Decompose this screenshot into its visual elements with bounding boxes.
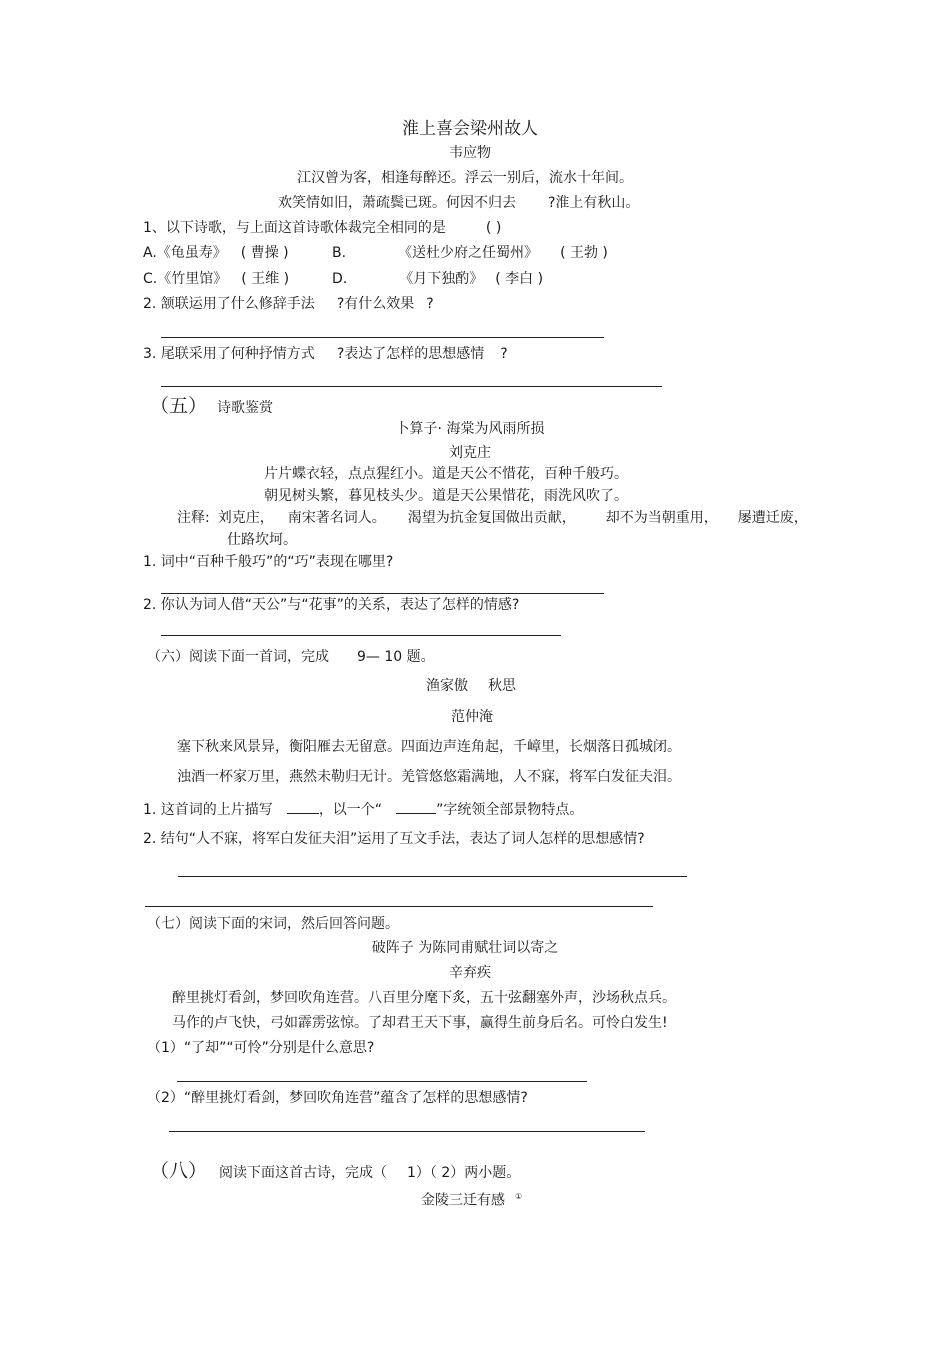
option-author: ( 曹操 )	[240, 245, 289, 261]
question-text: 1、以下诗歌，与上面这首诗歌体裁完全相同的是	[143, 220, 446, 236]
answer-line[interactable]	[145, 906, 653, 907]
intro-text: 阅读下面这首古诗，完成（	[219, 1165, 388, 1181]
answer-paren: ( )	[485, 220, 502, 236]
intro-text: 9— 10 题。	[357, 649, 435, 665]
poem-title-part: 渔家傲	[426, 678, 468, 694]
poem-line: 浊酒一杯家万里，燕然未勒归无计。羌管悠悠霜满地，人不寐，将军白发征夫泪。	[177, 769, 681, 785]
intro-text: 1）（ 2）两小题。	[407, 1165, 521, 1181]
question-text: ?表达了怎样的思想感情	[336, 346, 485, 362]
question-1	[143, 221, 501, 235]
poem-line: 塞下秋来风景异，衡阳雁去无留意。四面边声连角起，千嶂里，长烟落日孤城闭。	[177, 739, 681, 755]
answer-line[interactable]	[161, 386, 662, 387]
question-2: （2）“醉里挑灯看剑，梦回吹角连营”蕴含了怎样的思想感情?	[147, 1090, 528, 1106]
question-2: 2. 你认为词人借“天公”与“花事”的关系，表达了怎样的情感?	[143, 597, 520, 613]
footnote-marker[interactable]: ①	[515, 1192, 523, 1201]
option-d	[332, 272, 543, 286]
poem-line: 醉里挑灯看剑，梦回吹角连营。八百里分麾下炙，五十弦翻塞外声，沙场秋点兵。	[172, 990, 676, 1006]
fill-blank[interactable]	[287, 801, 319, 814]
answer-line[interactable]	[177, 1081, 587, 1082]
poem-title: 破阵子 为陈同甫赋壮词以寄之	[371, 940, 559, 956]
section-number: （八）	[150, 1160, 208, 1182]
question-text: 1. 这首词的上片描写	[143, 802, 273, 818]
question-text: ”字统领全部景物特点。	[436, 802, 584, 818]
poem-title: 卜算子· 海棠为风雨所损	[395, 421, 545, 437]
poem-line: 江汉曾为客，相逢每醉还。浮云一别后，流水十年间。	[297, 170, 633, 186]
annotation-label: 注释:	[177, 510, 210, 526]
section-title: 诗歌鉴赏	[217, 400, 274, 416]
section-7-intro: （七）阅读下面的宋词，然后回答问题。	[147, 916, 399, 932]
option-b	[332, 246, 608, 260]
answer-line[interactable]	[178, 876, 687, 877]
poem-line-part: 欢笑情如旧，萧疏鬓已斑。何因不归去	[278, 195, 516, 211]
section-6-intro	[147, 650, 435, 664]
fill-blank[interactable]	[396, 801, 436, 814]
poem-title-text: 金陵三迁有感	[421, 1192, 505, 1209]
option-title: 《月下独酌》	[399, 271, 484, 287]
annotation	[177, 511, 808, 525]
option-a	[143, 246, 289, 260]
option-text: B.	[332, 245, 347, 261]
question-text: ?	[500, 346, 508, 362]
section-number: （五）	[150, 395, 208, 417]
question-text: 2. 颔联运用了什么修辞手法	[143, 296, 315, 312]
poem-author: 韦应物	[449, 145, 491, 161]
poem-title	[421, 1193, 522, 1208]
question-text: ，以一个“	[318, 802, 383, 818]
poem-title	[426, 679, 516, 693]
question-1	[143, 801, 583, 817]
answer-line[interactable]	[161, 635, 561, 636]
annotation-text: 却不为当朝重用，	[605, 510, 718, 526]
poem-author: 刘克庄	[449, 445, 491, 461]
option-author: ( 王维 )	[241, 271, 290, 287]
question-text: ?	[426, 296, 434, 312]
annotation-text: 渴望为抗金复国做出贡献，	[407, 510, 576, 526]
poem-line-part: ?淮上有秋山。	[548, 195, 640, 211]
poem-line: 片片蝶衣轻，点点猩红小。道是天公不惜花，百种千般巧。	[264, 466, 628, 482]
question-1: （1）“了却”“可怜”分别是什么意思?	[147, 1040, 375, 1056]
poem-title: 淮上喜会梁州故人	[402, 119, 538, 139]
poem-author: 范仲淹	[451, 709, 493, 725]
option-text: D.	[332, 271, 348, 287]
option-title: 《送杜少府之任蜀州》	[398, 245, 539, 261]
poem-line: 马作的卢飞快，弓如霹雳弦惊。了却君王天下事，赢得生前身后名。可怜白发生!	[172, 1015, 668, 1031]
poem-author: 辛弃疾	[449, 965, 491, 981]
poem-line: 朝见树头繁，暮见枝头少。道是天公果惜花，雨洗风吹了。	[264, 488, 628, 504]
question-1: 1. 词中“百种千般巧”的“巧”表现在哪里?	[143, 554, 394, 570]
question-2: 2. 结句“人不寐，将军白发征夫泪”运用了互文手法，表达了词人怎样的思想感情?	[143, 831, 645, 847]
option-author: ( 李白 )	[495, 271, 544, 287]
annotation-text: 刘克庄，	[217, 510, 274, 526]
question-text: 3. 尾联采用了何种抒情方式	[143, 346, 315, 362]
answer-line[interactable]	[169, 1131, 645, 1132]
section-8-heading	[150, 1162, 520, 1181]
annotation-text: 南宋著名词人。	[287, 510, 386, 526]
intro-text: （六）阅读下面一首词，完成	[147, 649, 329, 665]
question-2	[143, 297, 434, 311]
answer-line[interactable]	[161, 337, 604, 338]
answer-line[interactable]	[161, 593, 604, 594]
poem-line	[278, 196, 639, 210]
option-c	[143, 272, 289, 286]
option-text: A.《龟虽寿》	[143, 245, 227, 261]
question-text: ?有什么效果	[336, 296, 415, 312]
option-author: ( 王勃 )	[560, 245, 608, 261]
section-5-heading	[150, 397, 273, 416]
annotation-text: 屡遭迁废，	[737, 510, 808, 526]
annotation-cont: 仕路坎坷。	[227, 532, 297, 548]
question-3	[143, 347, 508, 361]
option-text: C.《竹里馆》	[143, 271, 228, 287]
poem-title-part: 秋思	[488, 678, 516, 694]
